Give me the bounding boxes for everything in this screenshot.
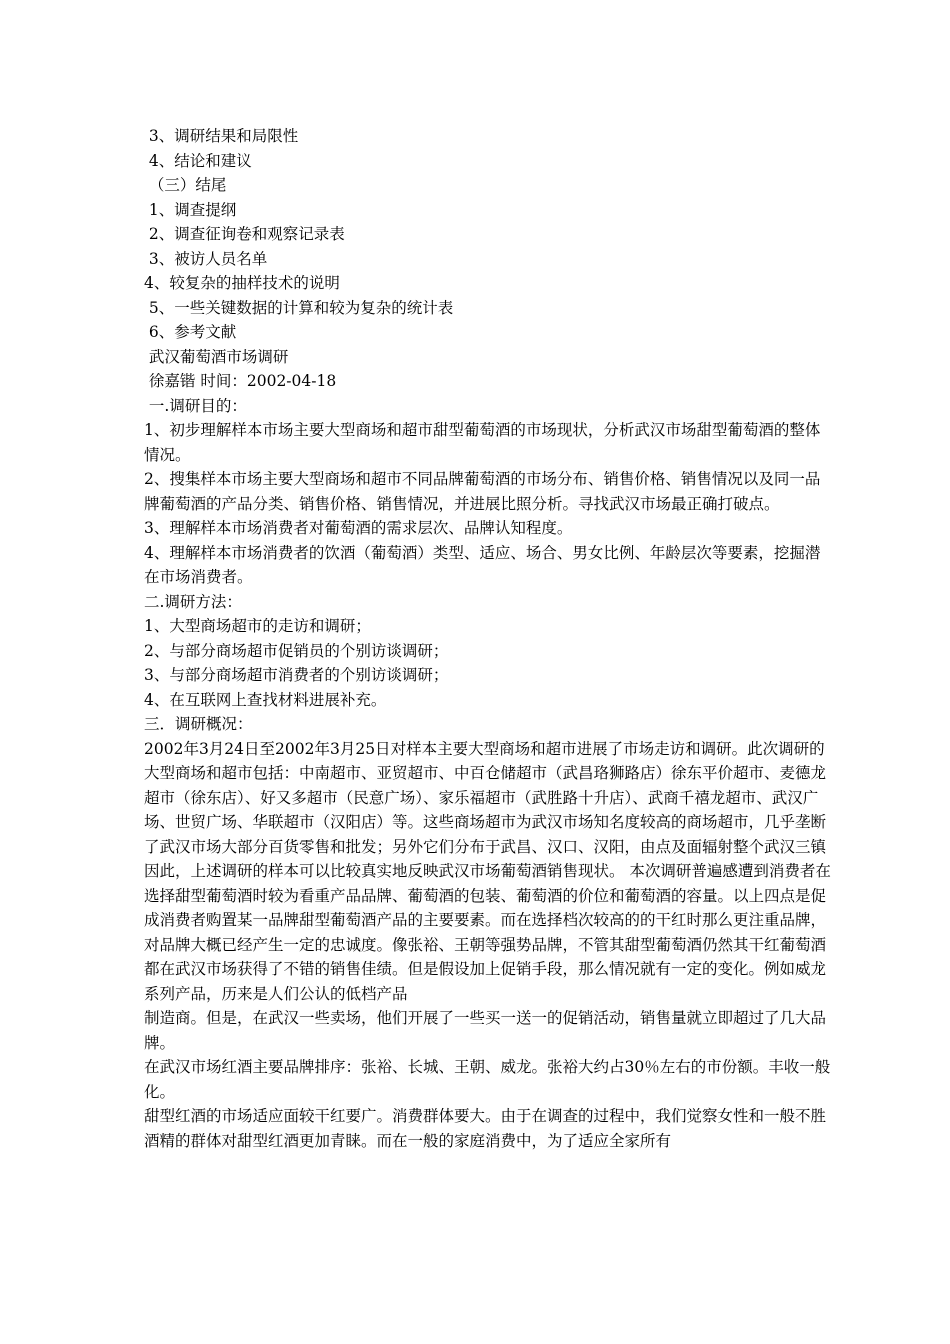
- section-heading: 二.调研方法：: [144, 592, 242, 611]
- outline-item: 1、调查提纲: [144, 200, 237, 219]
- paragraph: 4、理解样本市场消费者的饮酒（葡萄酒）类型、适应、场合、男女比例、年龄层次等要素，挖掘潜在市场消费者。: [144, 543, 821, 586]
- outline-item: 5、一些关键数据的计算和较为复杂的统计表: [144, 298, 454, 317]
- paragraph: 2002年3月24日至2002年3月25日对样本主要大型商场和超市进展了市场走访和调研。此次调研的大型商场和超市包括：中南超市、亚贸超市、中百仓储超市（武昌珞狮路店）徐东平价超市、麦德龙超市（徐东店）、好又多超市（民意广场）、家乐福超市（武胜路十升店）、武商千禧龙超市、武汉广 场、世贸广场、华联超市（汉阳店）等。这些商场超市为武汉市场知名度较高的商场超市，几乎垄断了武汉市场大部分百货零售和批发；另外它们分布于武昌、汉口、汉阳，由点及面辐射整个武汉三镇因此，上述调研的样本可以比较真实地反映武汉市场葡萄酒销售现状。 本次调研普遍感遭到消费者在选择甜型葡萄酒时较为看重产品品牌、葡萄酒的包装、葡萄酒的价位和葡萄酒的容量。以上四点是促成消费者购置某一品牌甜型葡萄酒产品的主要要素。而在选择档次较高的的干红时那么更注重品牌，对品牌大概已经产生一定的忠诚度。像张裕、王朝等强势品牌，不管其甜型葡萄酒仍然其干红葡萄酒都在武汉市场获得了不错的销售佳绩。但是假设加上促销手段，那么情况就有一定的变化。例如威龙系列产品，历来是人们公认的低档产品: [144, 739, 831, 1003]
- paragraph: 在武汉市场红酒主要品牌排序：张裕、长城、王朝、威龙。张裕大约占30％左右的市份额。丰收一般化。: [144, 1058, 831, 1101]
- paragraph: 1、初步理解样本市场主要大型商场和超市甜型葡萄酒的市场现状，分析武汉市场甜型葡萄酒的整体情况。: [144, 421, 821, 464]
- section-heading: （三）结尾: [144, 176, 227, 194]
- section-heading: 三．调研概况：: [144, 715, 253, 733]
- document-page: [144, 124, 834, 1153]
- paragraph: 3、与部分商场超市消费者的个别访谈调研；: [144, 666, 449, 684]
- paragraph: 制造商。但是，在武汉一些卖场，他们开展了一些买一送一的促销活动，销售量就立即超过了几大品牌。: [144, 1009, 827, 1052]
- outline-item: 2、调查征询卷和观察记录表: [144, 225, 345, 243]
- section-heading: 一.调研目的：: [144, 396, 247, 415]
- paragraph: 4、在互联网上查找材料进展补充。: [144, 690, 387, 709]
- outline-item: 3、调研结果和局限性: [144, 127, 299, 145]
- paragraph: 2、与部分商场超市促销员的个别访谈调研；: [144, 641, 449, 660]
- outline-item: 4、较复杂的抽样技术的说明: [144, 274, 340, 292]
- document-title: 武汉葡萄酒市场调研: [144, 347, 289, 366]
- outline-item: 3、被访人员名单: [144, 249, 268, 268]
- paragraph: 1、大型商场超市的走访和调研；: [144, 617, 371, 635]
- author-date: 徐嘉锴 时间：2002-04-18: [144, 372, 337, 390]
- paragraph: 3、理解样本市场消费者对葡萄酒的需求层次、品牌认知程度。: [144, 519, 573, 537]
- paragraph: 2、搜集样本市场主要大型商场和超市不同品牌葡萄酒的市场分布、销售价格、销售情况以及同一品牌葡萄酒的产品分类、销售价格、销售情况，并进展比照分析。寻找武汉市场最正确打破点。: [144, 470, 821, 513]
- outline-item: 4、结论和建议: [144, 151, 252, 170]
- outline-item: 6、参考文献: [144, 323, 237, 341]
- paragraph: 甜型红酒的市场适应面较干红要广。消费群体要大。由于在调查的过程中，我们觉察女性和一般不胜酒精的群体对甜型红酒更加青睐。而在一般的家庭消费中，为了适应全家所有: [144, 1107, 827, 1150]
